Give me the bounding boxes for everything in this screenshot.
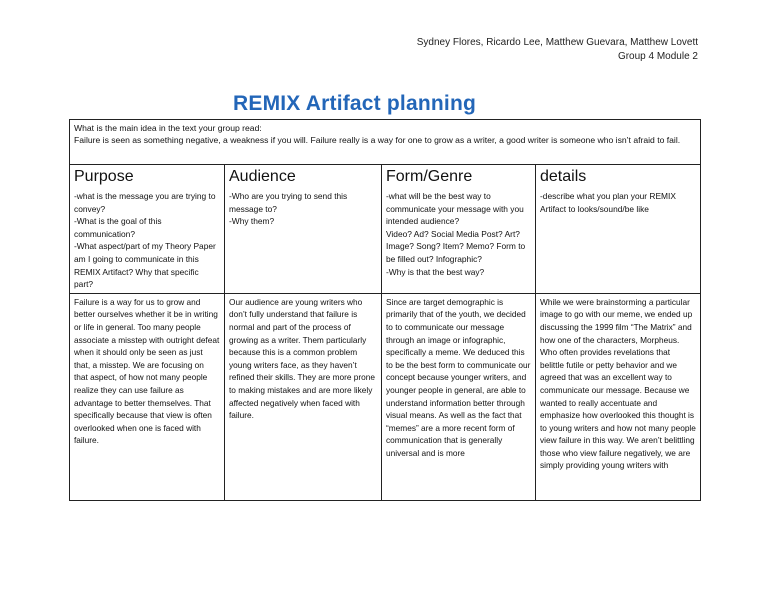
prompt-line: -Who are you trying to send this message to? bbox=[229, 191, 348, 214]
purpose-header-cell bbox=[70, 165, 225, 294]
details-prompts bbox=[540, 190, 696, 215]
form-genre-prompts bbox=[386, 190, 531, 278]
purpose-prompts bbox=[74, 190, 220, 291]
purpose-answer-cell bbox=[70, 293, 225, 500]
audience-answer: Our audience are young writers who don’t fully understand that failure is normal and part of the process of growing as a writer. Them particularly because this is a common problem young writers face, as they haven’t refined their skills. They are more prone to making mistakes and are more likely affected negatively when faced with failure. bbox=[229, 296, 376, 421]
prompt-line: -Why them? bbox=[229, 216, 275, 227]
prompt-line: -what will be the best way to communicate your message with you intended audience? bbox=[386, 191, 524, 227]
form-genre-header-cell bbox=[382, 165, 536, 294]
audience-prompts bbox=[229, 190, 377, 228]
planning-table bbox=[69, 119, 701, 501]
purpose-answer: Failure is a way for us to grow and better ourselves whether it be in writing or life in general. Too many people associate a misstep with outright defeat when it should only be seen as just that, a misstep. We are focusing on that aspect, of how not many people realize they can use failure as advantage to better themselves. That specifically because that view is often overlooked when one is faced with failure. bbox=[74, 296, 220, 446]
audience-header-cell bbox=[225, 165, 382, 294]
prompt-line: -what is the message you are trying to convey? bbox=[74, 191, 216, 214]
prompt-line: -What aspect/part of my Theory Paper am I going to communicate in this REMIX Artifact? Why that specific part? bbox=[74, 241, 216, 290]
details-answer-cell bbox=[536, 293, 701, 500]
details-header-cell bbox=[536, 165, 701, 294]
purpose-heading: Purpose bbox=[74, 168, 134, 185]
main-idea-cell bbox=[70, 120, 701, 165]
page-title: REMIX Artifact planning bbox=[233, 92, 476, 115]
group-module: Group 4 Module 2 bbox=[617, 51, 698, 62]
audience-heading: Audience bbox=[229, 168, 296, 185]
details-heading: details bbox=[540, 168, 587, 185]
author-header bbox=[278, 36, 698, 64]
author-names: Sydney Flores, Ricardo Lee, Matthew Guevara, Matthew Lovett bbox=[416, 37, 698, 48]
answer-row bbox=[70, 293, 701, 500]
header-row bbox=[70, 165, 701, 294]
prompt-line: -Why is that the best way? bbox=[386, 266, 485, 277]
form-genre-answer-cell bbox=[382, 293, 536, 500]
main-idea-answer: Failure is seen as something negative, a weakness if you will. Failure really is a way for one to grow as a writer, a good writer is someone who isn’t afraid to fail. bbox=[74, 135, 681, 145]
form-genre-heading: Form/Genre bbox=[386, 168, 473, 185]
form-genre-answer: Since are target demographic is primarily that of the youth, we decided to to communicate our message through an image or infographic, specifically a meme. We deduced this to be the best form to communicate our concept because younger writers, and younger people in general, are able to understand information better through visual means. As well as the fact that “memes” are a more recent form of communication that is generally universal and is more bbox=[386, 296, 531, 458]
prompt-line: -What is the goal of this communication? bbox=[74, 216, 162, 239]
prompt-line: -describe what you plan your REMIX Artifact to looks/sound/be like bbox=[540, 191, 676, 214]
details-answer: While we were brainstorming a particular image to go with our meme, we ended up discussing the 1999 film “The Matrix” and how one of the characters, Morpheus. Who often provides revelations that belittle futile or petty behavior and we agreed that was an excellent way to communicate our message. Because we wanted to really accentuate and emphasize how overlooked this thought is to young writers and how not many people view failure in this way. We aren’t belittling those who view failure negatively, we are simply providing young writers with bbox=[540, 296, 696, 471]
main-idea-row bbox=[70, 120, 701, 165]
audience-answer-cell bbox=[225, 293, 382, 500]
prompt-line: Video? Ad? Social Media Post? Art? Image? Song? Item? Memo? Form to be filled out? Infographic? bbox=[386, 228, 526, 264]
main-idea-question: What is the main idea in the text your group read: bbox=[74, 123, 262, 133]
